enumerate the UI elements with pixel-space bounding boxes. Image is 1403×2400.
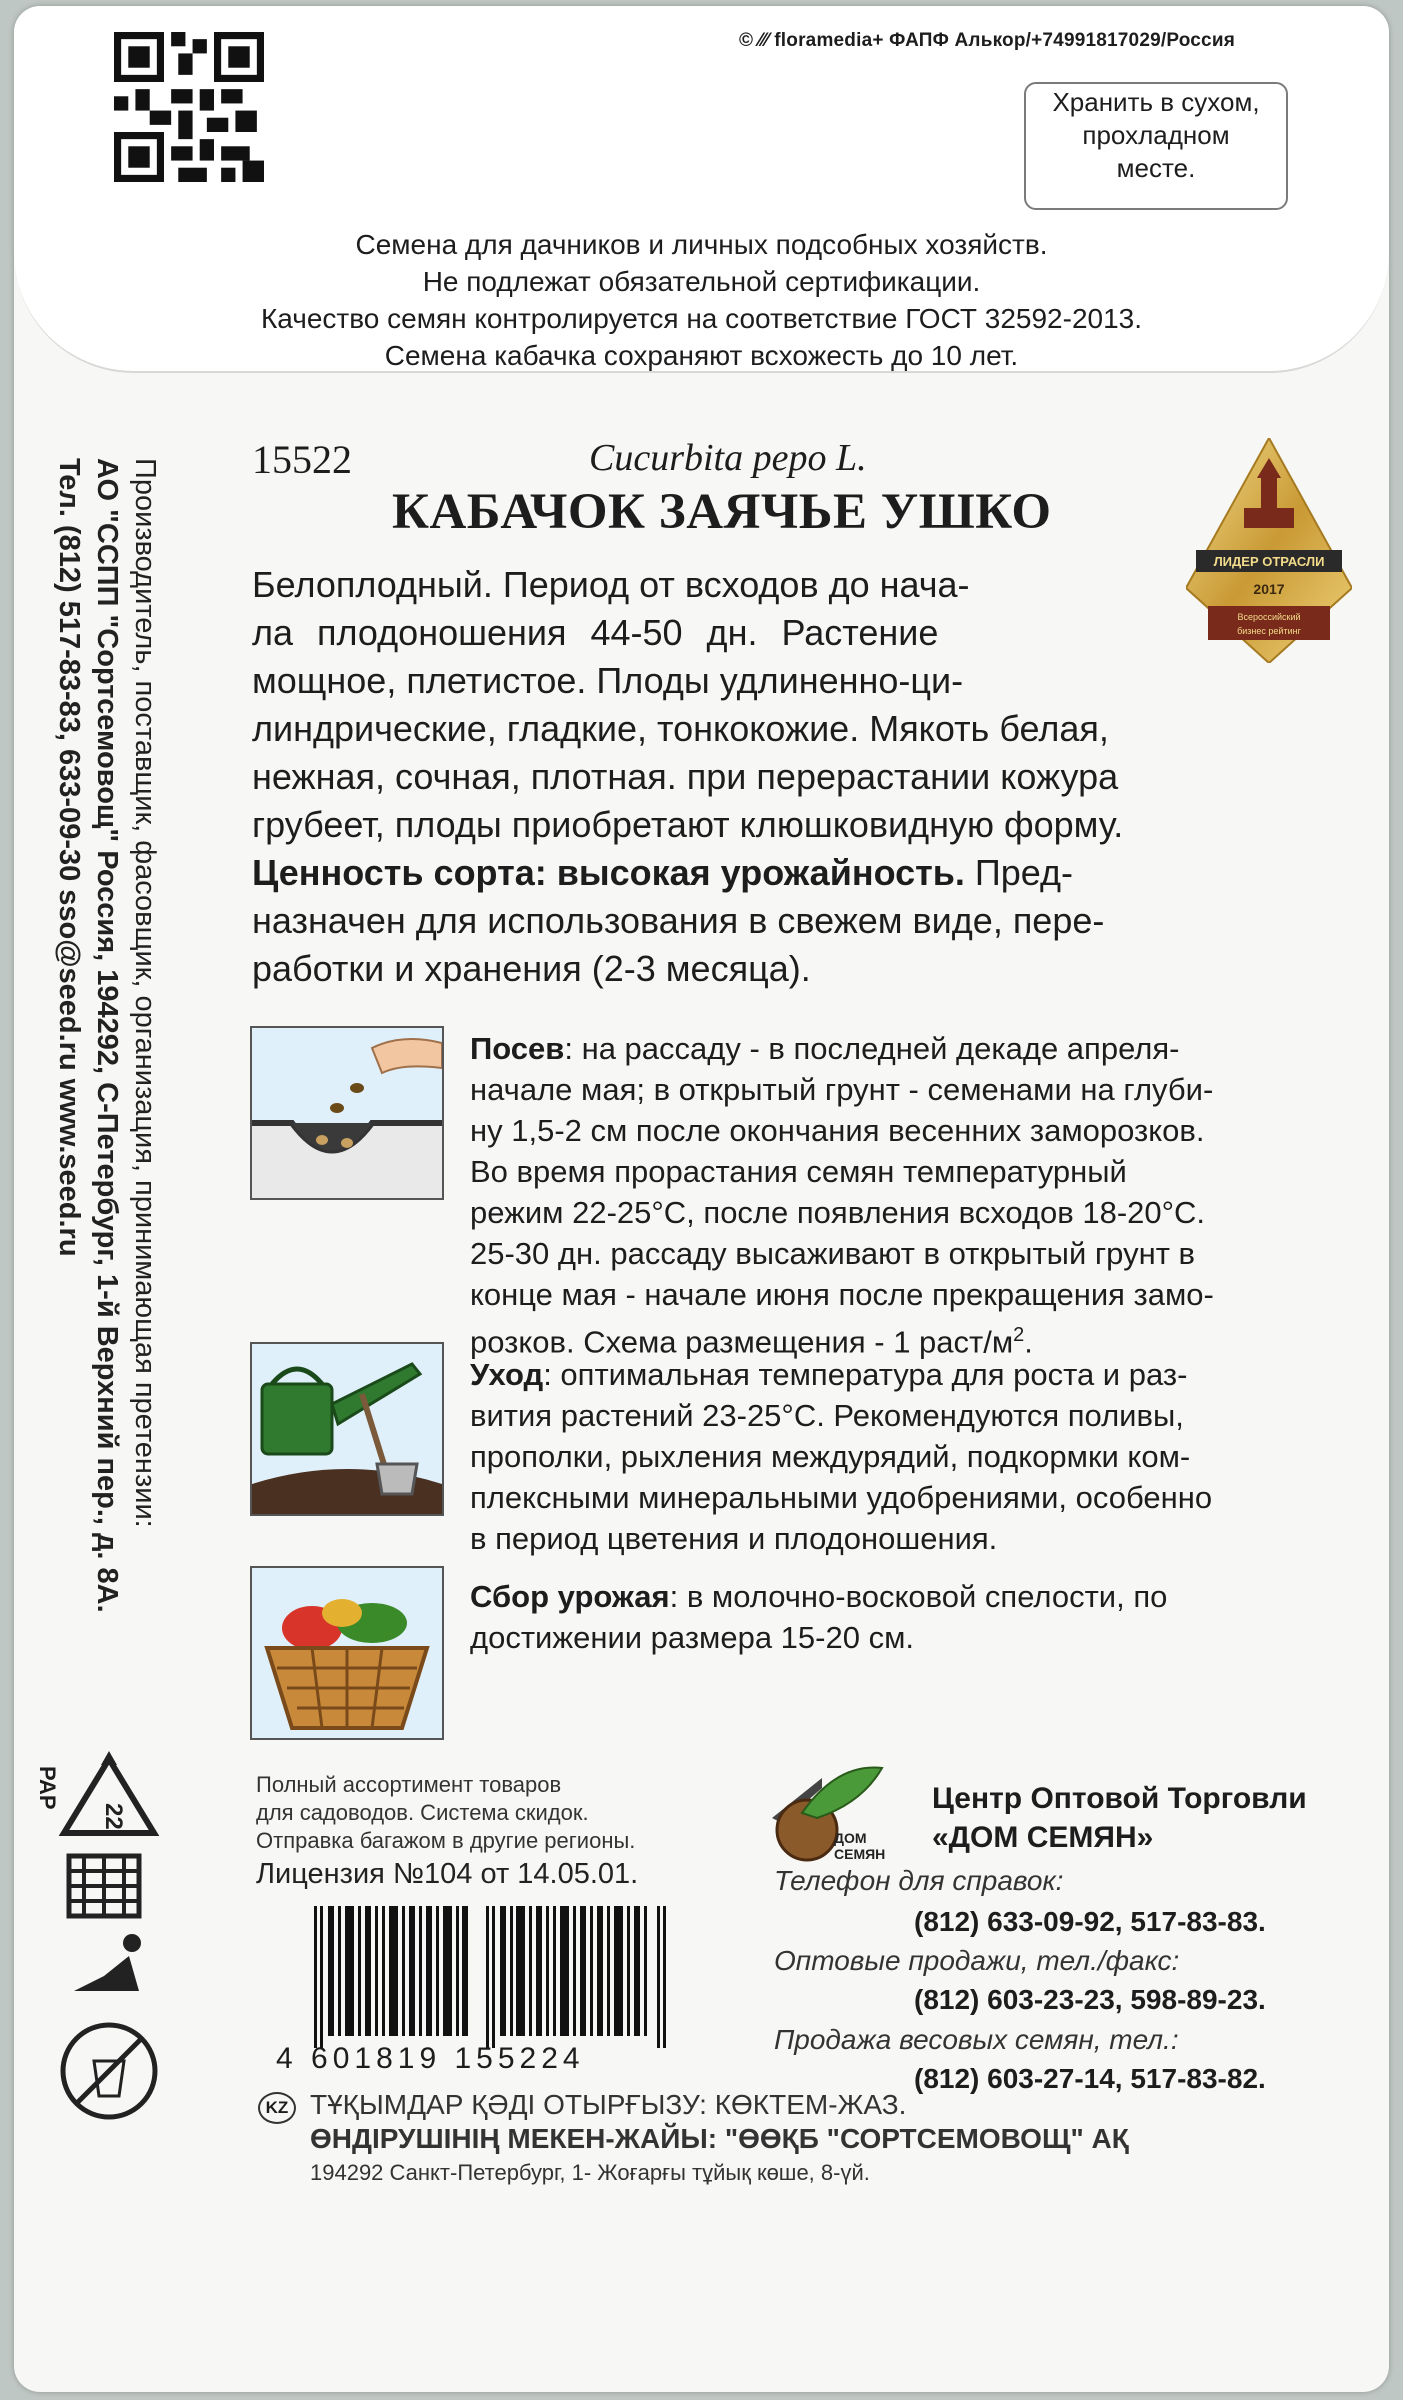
variety-value: Ценность сорта: высокая урожайность. Пред-	[252, 852, 1073, 893]
assortment-note: Полный ассортимент товаров для садоводов. Система скидок. Отправка багажом в другие регионы.	[256, 1772, 636, 1853]
latin-name: Cucurbita pepo L.	[589, 437, 867, 479]
recycle-icon	[54, 1751, 164, 1841]
qr-code-icon	[114, 32, 264, 182]
info-label: Телефон для справок:	[774, 1865, 1064, 1896]
weight-phones: (812) 603-27-14, 517-83-82.	[914, 2063, 1266, 2094]
store-name-1: Центр Оптовой Торговли	[932, 1782, 1307, 1815]
barcode	[314, 1906, 666, 2048]
info-phones: (812) 633-09-92, 517-83-83.	[914, 1906, 1266, 1937]
no-litter-icon	[54, 2016, 164, 2126]
badge-sub-1: Всероссийский	[1237, 612, 1301, 622]
watering-can-icon	[250, 1342, 444, 1516]
dom-semyan-logo	[762, 1758, 892, 1868]
license: Лицензия №104 от 14.05.01.	[256, 1858, 639, 1890]
product-title: КАБАЧОК ЗАЯЧЬЕ УШКО	[392, 484, 1052, 540]
tidyman-icon	[54, 1931, 164, 2001]
storage-note: Хранить в сухом, прохладном месте.	[1024, 82, 1288, 210]
logo-text-1: ДОМ	[834, 1830, 867, 1846]
manufacturer-name: АО "ССПП "Сортсемовощ" Россия, 194292, С-Петербург, 1-й Верхний пер., д. 8А.	[91, 458, 123, 1613]
certification-note: Семена для дачников и личных подсобных хозяйств. Не подлежат обязательной сертификации. Качество семян контролируется на соответствие ГОСТ 32592-2013. Семена кабачка сохраняют всхожесть до 10 лет.	[260, 229, 1143, 371]
kz-badge: KZ	[258, 2092, 296, 2124]
bin-icon	[54, 1846, 164, 1926]
wholesale-label: Оптовые продажи, тел./факс:	[774, 1945, 1180, 1976]
logo-text-2: СЕМЯН	[834, 1846, 886, 1862]
recycle-code: PAP	[35, 1766, 60, 1810]
badge-sub-2: бизнес рейтинг	[1237, 626, 1301, 636]
product-code: 15522	[252, 437, 352, 482]
brand-line: © ⁄⁄⁄ floramedia+ ФАПФ Алькор/+74991817029/Россия	[739, 30, 1235, 51]
care-section: Уход: оптимальная температура для роста и раз- вития растений 23-25°С. Рекомендуются поливы, прополки, рыхления междурядий, подкормки ком- плексными минеральными удобрениями, особенно в период цветения и плодоношения.	[470, 1357, 1213, 1556]
variety-description: Белоплодный. Период от всходов до нача- ла плодоношения 44-50 дн. Растение мощное, плетистое. Плоды удлиненно-ци- линдрические, гладкие, тонкокожие. Мякоть белая, нежная, сочная, плотная. при перерастании кожура грубеет, плоды приобретают клюшковидную форму. Ценность сорта: высокая урожайность. Пред- назначен для использования в свежем виде, пере- работки и хранения (2-3 месяца).	[252, 561, 1364, 993]
harvest-basket-icon	[250, 1566, 444, 1740]
badge-year: 2017	[1253, 581, 1285, 597]
sowing-section: Посев: на рассаду - в последней декаде апреля- начале мая; в открытый грунт - семенами на глуби- ну 1,5-2 см после окончания весенних заморозков. Во время прорастания семян температурный режим 22-25°С, после появления всходов 18-20°С. 25-30 дн. рассаду высаживают в открытый грунт в конце мая - начале июня после прекращения замо- розков. Схема размещения - 1 раст/$м^2$.	[470, 1031, 1214, 1360]
harvest-section: Сбор урожая: в молочно-восковой спелости, по достижении размера 15-20 см.	[470, 1579, 1168, 1655]
top-flap	[14, 6, 1389, 373]
sowing-seeds-icon	[250, 1026, 444, 1200]
store-name-2: «ДОМ СЕМЯН»	[932, 1821, 1154, 1854]
badge-label: ЛИДЕР ОТРАСЛИ	[1213, 554, 1325, 569]
manufacturer-contacts: Тел. (812) 517-83-83, 633-09-30 sso@seed.ru www.seed.ru	[53, 458, 85, 1257]
seed-packet-back	[14, 6, 1389, 2392]
manufacturer-line: Производитель, поставщик, фасовщик, организация, принимающая претензии:	[129, 458, 161, 1528]
wholesale-phones: (812) 603-23-23, 598-89-23.	[914, 1984, 1266, 2015]
kazakh-info: ТҰҚЫМДАР ҚӘДІ ОТЫРҒЫЗУ: КӨКТЕМ-ЖАЗ. ӨНДІРУШІНІҢ МЕКЕН-ЖАЙЫ: "ӨӨҚБ "СОРТСЕМОВОЩ" АҚ 194292 Санкт-Петербург, 1- Жоғарғы тұйық көше, 8-үй.	[310, 2089, 1129, 2185]
recycle-number: 22	[100, 1803, 127, 1830]
weight-label: Продажа весовых семян, тел.:	[774, 2024, 1179, 2055]
barcode-digits: 4 601819 155224	[276, 2042, 585, 2075]
